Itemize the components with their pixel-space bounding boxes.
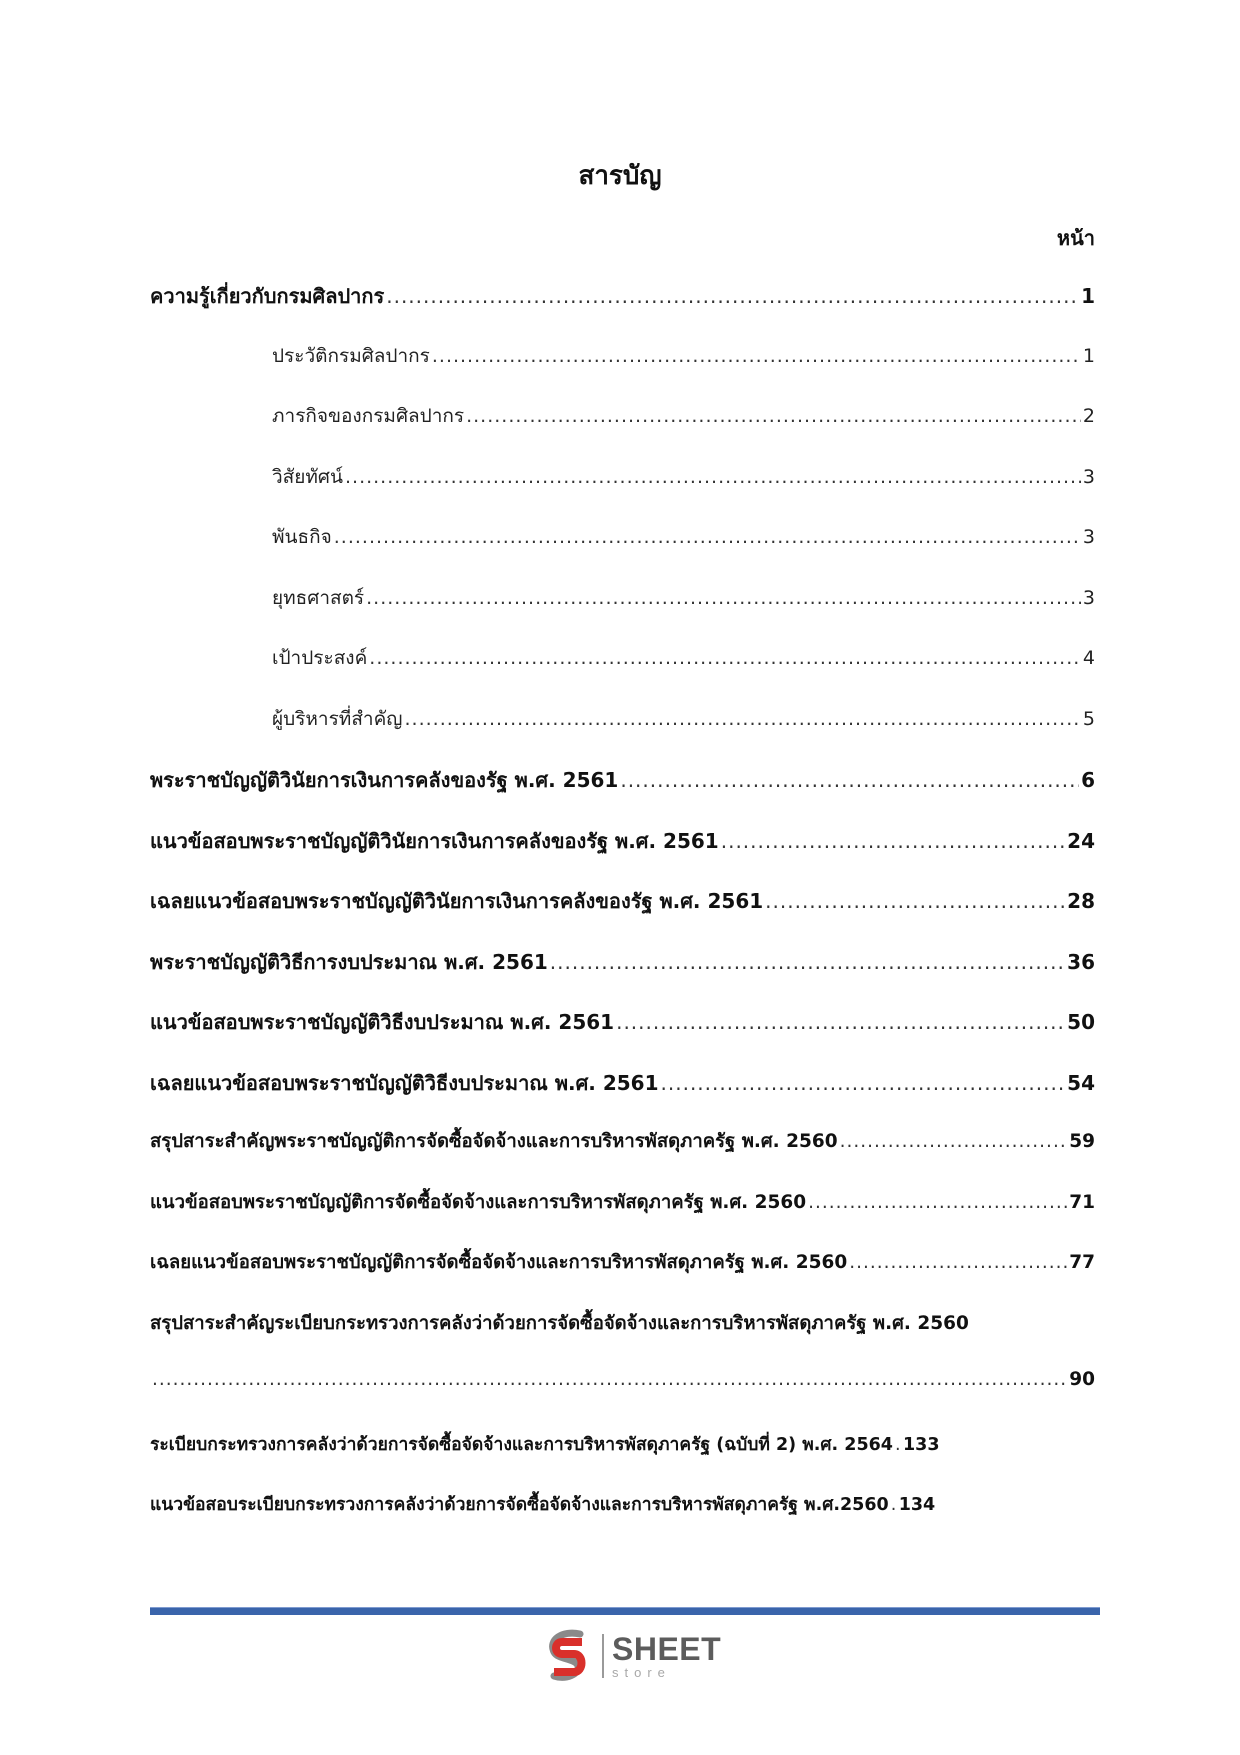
toc-entry[interactable] [150,704,1095,765]
toc-entry-label: พระราชบัญญัติวิธีการงบประมาณ พ.ศ. 2561 [150,949,548,974]
toc-entry-page: 2 [1082,405,1095,427]
dot-leader [808,1192,1067,1213]
logo-subtitle: store [612,1665,671,1680]
toc-entry[interactable] [150,583,1095,644]
toc-entry[interactable] [150,1490,1095,1551]
toc-entry-page: 134 [898,1495,936,1515]
sheet-store-s-icon [540,1628,596,1684]
toc-entry[interactable] [150,462,1095,523]
toc-entry-page: 59 [1069,1131,1095,1152]
toc-entry[interactable] [150,522,1095,583]
toc-entry-page: 6 [1081,768,1095,792]
logo-separator [602,1634,604,1678]
toc-entry[interactable] [150,280,1095,341]
toc-entry-label: พันธกิจ [272,526,332,548]
toc-entry-page: 3 [1082,465,1095,488]
dot-leader [386,284,1079,308]
toc-entry-label: สรุปสาระสำคัญพระราชบัญญัติการจัดซื้อจัดจ้างและการบริหารพัสดุภาครัฐ พ.ศ. 2560 [150,1131,838,1152]
page-column-header: หน้า [1056,226,1095,250]
toc-entry[interactable] [150,401,1095,462]
toc-entry-page: 28 [1067,889,1095,913]
toc-entry-page: 3 [1082,526,1095,548]
toc-entry-page: 4 [1082,647,1095,669]
dot-leader [466,405,1081,427]
toc-entry-label: เฉลยแนวข้อสอบพระราชบัญญัติวิธีงบประมาณ พ.ศ. 2561 [150,1070,659,1095]
dot-leader [895,1435,901,1455]
toc-entry-page: 77 [1069,1252,1095,1273]
toc-entry-label: แนวข้อสอบพระราชบัญญัติวินัยการเงินการคลังของรัฐ พ.ศ. 2561 [150,828,719,853]
dot-leader [765,889,1065,913]
toc-entry-label: พระราชบัญญัติวินัยการเงินการคลังของรัฐ พ.ศ. 2561 [150,768,619,792]
dot-leader [152,1369,1067,1390]
toc-entry[interactable] [150,1309,1095,1430]
toc-entry-page: 54 [1067,1070,1095,1095]
dot-leader [661,1071,1066,1095]
toc-entry-page: 3 [1082,586,1095,609]
toc-entry-label: วิสัยทัศน์ [272,465,343,488]
toc-entry[interactable] [150,1430,1095,1491]
dot-leader [345,466,1081,488]
table-of-contents [150,280,1095,1551]
toc-entry-label: ยุทธศาสตร์ [272,586,365,609]
dot-leader [334,526,1081,548]
dot-leader [840,1131,1068,1152]
toc-entry-page: 71 [1069,1191,1095,1213]
dot-leader [721,829,1065,853]
dot-leader [432,345,1081,367]
toc-entry[interactable] [150,1188,1095,1249]
page-title: สารบัญ [578,161,662,191]
dot-leader [616,1010,1065,1034]
toc-entry[interactable] [150,1127,1095,1188]
toc-entry[interactable] [150,946,1095,1007]
toc-entry-page: 90 [1069,1369,1095,1390]
dot-leader [405,708,1081,730]
dot-leader [366,587,1081,609]
toc-entry-label: แนวข้อสอบระเบียบกระทรวงการคลังว่าด้วยการจัดซื้อจัดจ้างและการบริหารพัสดุภาครัฐ พ.ศ.2560 [150,1495,889,1515]
footer-divider [150,1607,1100,1615]
logo-wordmark: SHEET [612,1631,722,1667]
toc-entry[interactable] [150,1067,1095,1128]
toc-entry-label: เฉลยแนวข้อสอบพระราชบัญญัติวินัยการเงินการคลังของรัฐ พ.ศ. 2561 [150,889,764,913]
toc-entry-label: ระเบียบกระทรวงการคลังว่าด้วยการจัดซื้อจัดจ้างและการบริหารพัสดุภาครัฐ (ฉบับที่ 2) พ.ศ. 2564 [150,1434,893,1455]
dot-leader [849,1252,1067,1273]
toc-entry-page: 5 [1082,707,1095,730]
toc-entry-label: เป้าประสงค์ [272,647,368,669]
toc-entry-label: สรุปสาระสำคัญระเบียบกระทรวงการคลังว่าด้วยการจัดซื้อจัดจ้างและการบริหารพัสดุภาครัฐ พ.ศ. 2560 [150,1312,969,1334]
toc-entry-page: 1 [1082,344,1095,367]
toc-entry-label: ความรู้เกี่ยวกับกรมศิลปากร [150,284,385,308]
toc-entry[interactable] [150,825,1095,886]
dot-leader [369,647,1081,669]
toc-entry-label: เฉลยแนวข้อสอบพระราชบัญญัติการจัดซื้อจัดจ้างและการบริหารพัสดุภาครัฐ พ.ศ. 2560 [150,1252,848,1273]
toc-entry[interactable] [150,1248,1095,1309]
toc-entry-page: 24 [1067,828,1095,853]
toc-entry-label: แนวข้อสอบพระราชบัญญัติวิธีงบประมาณ พ.ศ. 2561 [150,1010,615,1034]
toc-entry-label: ภารกิจของกรมศิลปากร [272,405,465,427]
toc-entry[interactable] [150,1006,1095,1067]
toc-entry-page: 133 [902,1434,940,1455]
toc-entry-label: แนวข้อสอบพระราชบัญญัติการจัดซื้อจัดจ้างและการบริหารพัสดุภาครัฐ พ.ศ. 2560 [150,1191,807,1213]
toc-entry[interactable] [150,341,1095,402]
toc-entry[interactable] [150,764,1095,825]
toc-entry-label: ประวัติกรมศิลปากร [272,344,430,367]
dot-leader [620,768,1079,792]
sheet-store-logo [540,1628,721,1684]
dot-leader [550,950,1065,974]
toc-entry-label: ผู้บริหารที่สำคัญ [272,707,403,730]
dot-leader [891,1495,897,1515]
toc-entry-page: 1 [1081,284,1095,308]
toc-entry[interactable] [150,643,1095,704]
toc-entry-page: 36 [1067,949,1095,974]
toc-entry[interactable] [150,885,1095,946]
toc-entry-page: 50 [1067,1010,1095,1034]
